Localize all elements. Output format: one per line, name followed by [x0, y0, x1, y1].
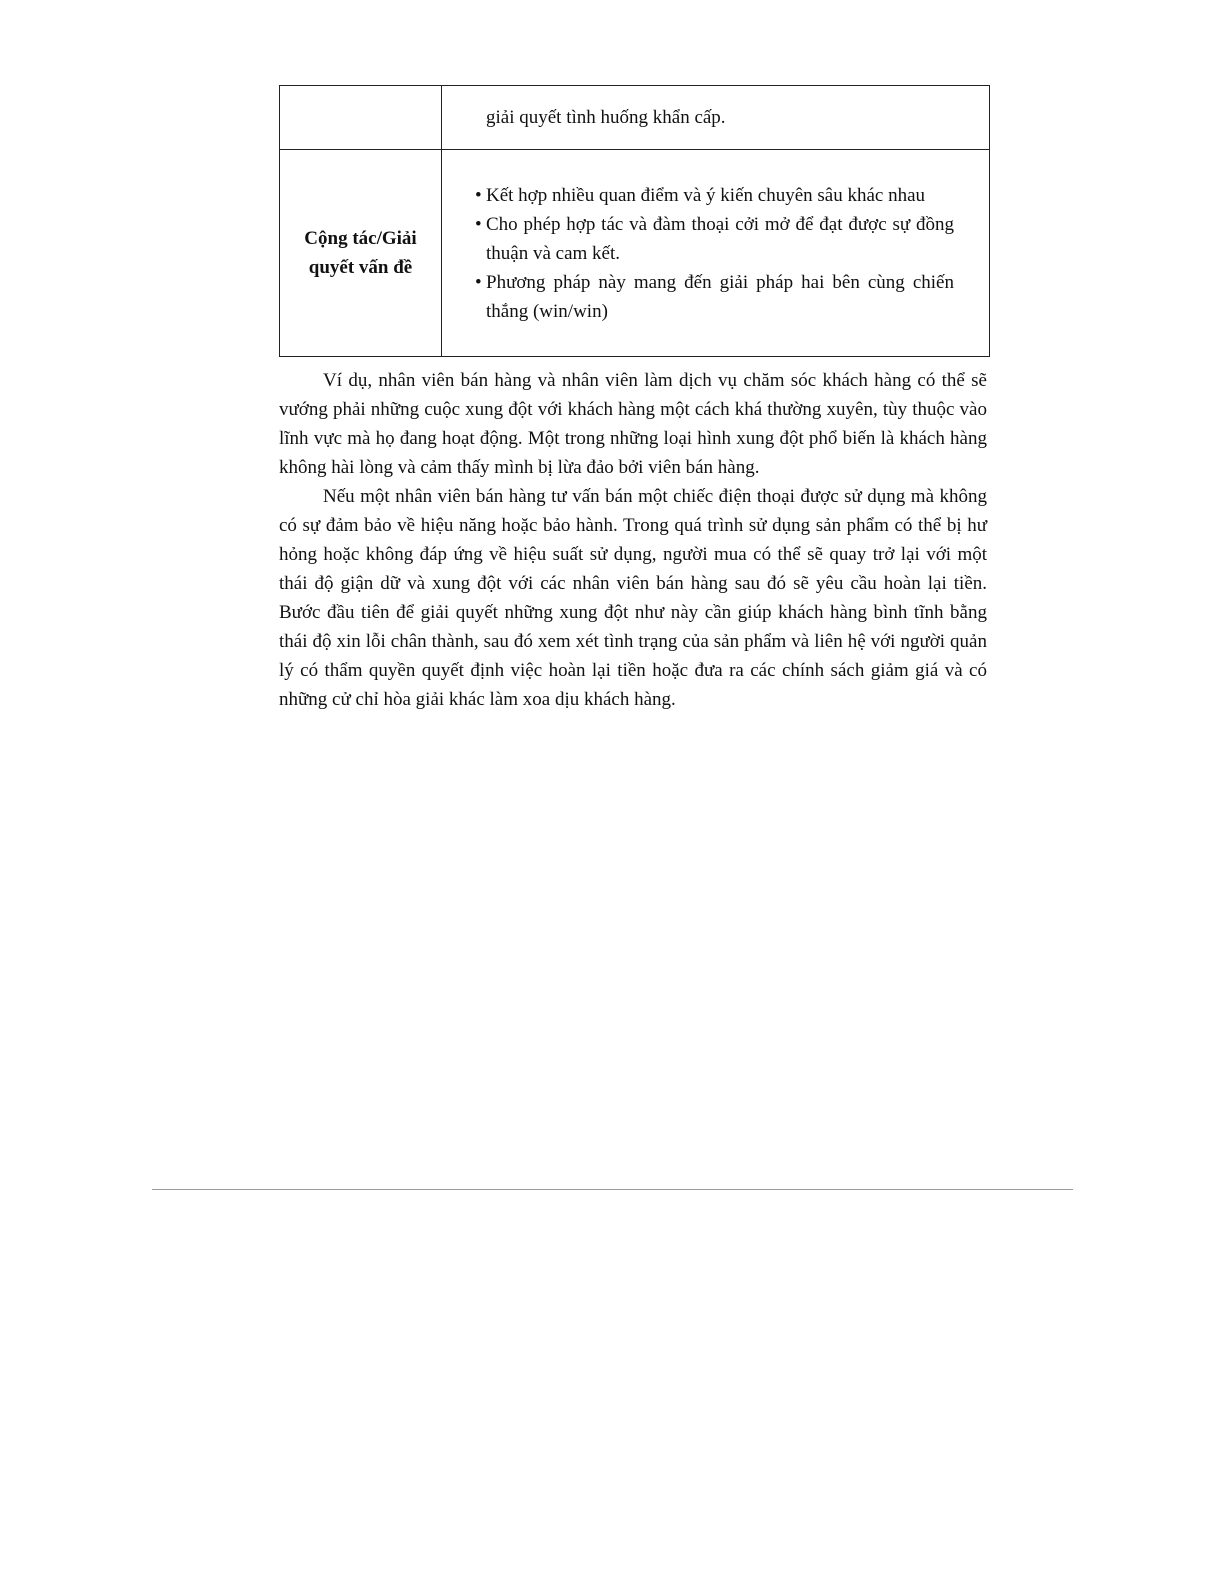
table-cell-bullets [442, 150, 990, 357]
bullet-icon: • [475, 271, 482, 293]
list-item [469, 268, 954, 326]
conflict-style-table [279, 85, 990, 357]
document-body [279, 85, 987, 714]
bullet-list [442, 181, 989, 326]
table-cell-continuation [442, 86, 990, 150]
footer-divider [152, 1189, 1073, 1190]
list-item-text: Phương pháp này mang đến giải pháp hai bên cùng chiến thắng (win/win) [486, 271, 954, 322]
bullet-icon: • [475, 184, 482, 206]
list-item [469, 181, 954, 210]
table-row [280, 150, 990, 357]
table-row [280, 86, 990, 150]
table-cell-heading [280, 150, 442, 357]
list-item-text: Cho phép hợp tác và đàm thoại cởi mở để đạt được sự đồng thuận và cam kết. [486, 213, 954, 264]
bullet-icon: • [475, 213, 482, 235]
continuation-text: giải quyết tình huống khẩn cấp. [486, 107, 726, 128]
body-paragraph: Ví dụ, nhân viên bán hàng và nhân viên làm dịch vụ chăm sóc khách hàng có thể sẽ vướng phải những cuộc xung đột với khách hàng một cách khá thường xuyên, tùy thuộc vào lĩnh vực mà họ đang hoạt động. Một trong những loại hình xung đột phổ biến là khách hàng không hài lòng và cảm thấy mình bị lừa đảo bởi viên bán hàng. [279, 370, 987, 478]
row-heading [280, 224, 441, 282]
body-paragraph: Nếu một nhân viên bán hàng tư vấn bán một chiếc điện thoại được sử dụng mà không có sự đảm bảo về hiệu năng hoặc bảo hành. Trong quá trình sử dụng sản phẩm có thể bị hư hỏng hoặc không đáp ứng về hiệu suất sử dụng, người mua có thể sẽ quay trở lại với một thái độ giận dữ và xung đột với các nhân viên bán hàng sau đó sẽ yêu cầu hoàn lại tiền. Bước đầu tiên để giải quyết những xung đột như này cần giúp khách hàng bình tĩnh bằng thái độ xin lỗi chân thành, sau đó xem xét tình trạng của sản phẩm và liên hệ với người quản lý có thẩm quyền quyết định việc hoàn lại tiền hoặc đưa ra các chính sách giảm giá và có những cử chỉ hòa giải khác làm xoa dịu khách hàng. [279, 486, 987, 710]
list-item-text: Kết hợp nhiều quan điểm và ý kiến chuyên sâu khác nhau [486, 184, 926, 206]
row-heading-line: Cộng tác/Giải [304, 228, 417, 249]
list-item [469, 210, 954, 268]
table-cell-empty [280, 86, 442, 150]
row-heading-line: quyết vấn đề [308, 257, 413, 278]
